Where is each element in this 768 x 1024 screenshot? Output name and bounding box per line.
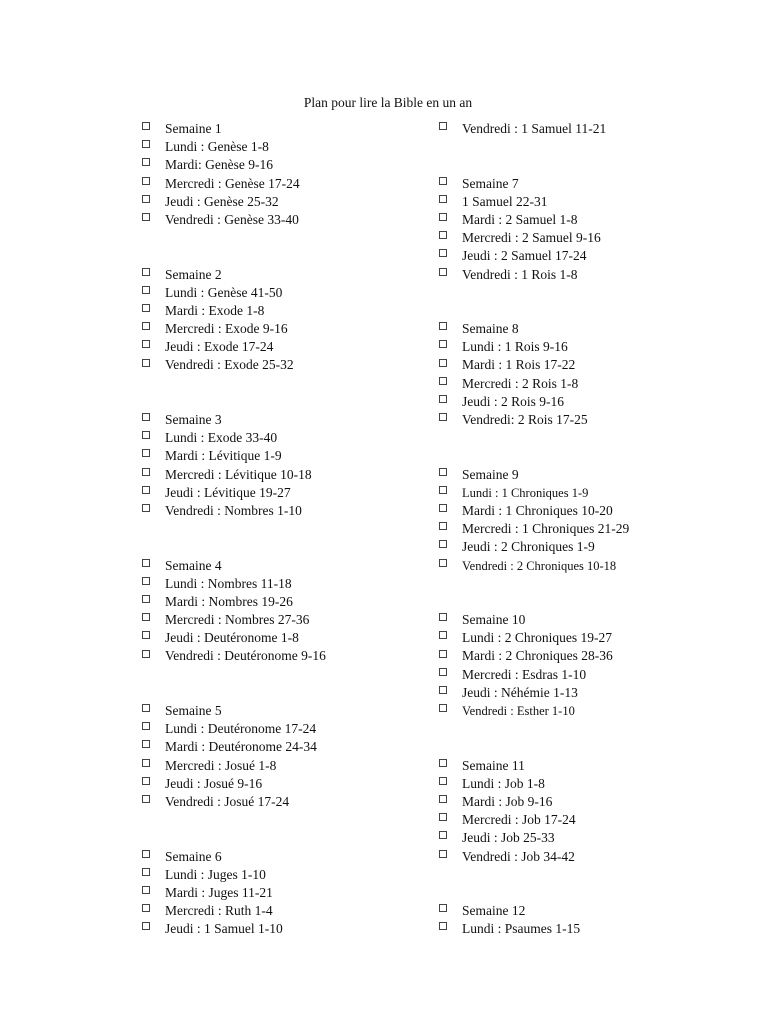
checkbox-icon[interactable] [439,249,447,257]
checkbox-icon[interactable] [439,359,447,367]
checkbox-icon[interactable] [439,668,447,676]
reading-label: Mardi : 1 Chroniques 10-20 [462,502,613,518]
reading-label: Mardi : Job 9-16 [462,793,553,809]
reading-item [140,138,326,156]
checkbox-icon[interactable] [439,522,447,530]
reading-item [140,338,326,356]
reading-label: Semaine 10 [462,612,526,628]
reading-label: Lundi : 1 Rois 9-16 [462,339,568,355]
reading-label: Semaine 6 [165,848,222,864]
reading-label: Semaine 7 [462,175,519,191]
reading-item [140,429,326,447]
reading-item [140,720,326,738]
reading-label: Lundi : Juges 1-10 [165,866,266,882]
reading-item [140,502,326,520]
document-title-text: Plan pour lire la Bible en un an [303,95,473,110]
reading-item [437,247,629,265]
checkbox-icon[interactable] [142,359,150,367]
checkbox-icon[interactable] [142,413,150,421]
reading-item [437,211,629,229]
reading-item [140,593,326,611]
reading-label: Mercredi : Job 17-24 [462,812,576,828]
reading-label: Vendredi : Deutéronome 9-16 [165,648,326,664]
reading-item [140,611,326,629]
reading-label: Semaine 2 [165,266,222,282]
checkbox-icon[interactable] [439,504,447,512]
reading-label: Mardi : Nombres 19-26 [165,593,293,609]
checkbox-icon[interactable] [142,559,150,567]
reading-label: Mardi : 2 Samuel 1-8 [462,211,578,227]
checkbox-icon[interactable] [439,686,447,694]
left-column [140,120,326,938]
reading-label: Jeudi : 2 Chroniques 1-9 [462,539,595,555]
reading-item [140,156,326,174]
reading-item [140,629,326,647]
week-heading [437,611,629,629]
reading-label: Lundi : Genèse 1-8 [165,139,269,155]
reading-item [140,884,326,902]
week-heading [437,757,629,775]
week-heading [140,702,326,720]
week-heading [437,466,629,484]
reading-label: Jeudi : 2 Samuel 17-24 [462,248,587,264]
checkbox-icon[interactable] [142,122,150,130]
checkbox-icon[interactable] [439,904,447,912]
checkbox-icon[interactable] [142,268,150,276]
reading-item [140,175,326,193]
checkbox-icon[interactable] [142,613,150,621]
reading-label: Semaine 12 [462,903,526,919]
spacer [140,229,326,247]
checkbox-icon[interactable] [142,886,150,894]
spacer [437,593,629,611]
reading-label: Jeudi : Josué 9-16 [165,775,263,791]
checkbox-icon[interactable] [142,158,150,166]
reading-item [140,302,326,320]
reading-label: Mercredi : Genèse 17-24 [165,175,300,191]
reading-item [437,356,629,374]
checkbox-icon[interactable] [439,122,447,130]
reading-label: Mardi : Deutéronome 24-34 [165,739,317,755]
reading-label: Jeudi : 2 Rois 9-16 [462,393,565,409]
reading-label: Lundi : Exode 33-40 [165,430,278,446]
checkbox-icon[interactable] [439,340,447,348]
right-column [437,120,629,938]
reading-item [437,502,629,520]
reading-label: Jeudi : Lévitique 19-27 [165,484,291,500]
reading-label: Vendredi : Genèse 33-40 [165,211,299,227]
spacer [140,375,326,393]
checkbox-icon[interactable] [142,922,150,930]
reading-label: Lundi : Psaumes 1-15 [462,921,581,937]
checkbox-icon[interactable] [142,904,150,912]
checkbox-icon[interactable] [142,795,150,803]
checkbox-icon[interactable] [142,777,150,785]
reading-item [140,902,326,920]
checkbox-icon[interactable] [439,468,447,476]
reading-item [437,557,629,575]
reading-label: Mercredi : Exode 9-16 [165,321,288,337]
week-heading [437,320,629,338]
reading-label: Jeudi : Néhémie 1-13 [462,684,578,700]
spacer [140,247,326,265]
spacer [140,520,326,538]
checkbox-icon[interactable] [142,595,150,603]
reading-item [140,738,326,756]
checkbox-icon[interactable] [142,868,150,876]
week-heading [140,266,326,284]
reading-item [437,520,629,538]
spacer [140,538,326,556]
reading-item [140,211,326,229]
reading-item [140,793,326,811]
checkbox-icon[interactable] [142,468,150,476]
reading-item [140,320,326,338]
checkbox-icon[interactable] [142,322,150,330]
checkbox-icon[interactable] [142,650,150,658]
checkbox-icon[interactable] [439,613,447,621]
spacer [437,738,629,756]
checkbox-icon[interactable] [439,850,447,858]
checkbox-icon[interactable] [439,177,447,185]
checkbox-icon[interactable] [142,759,150,767]
reading-item [437,484,629,502]
reading-label: Vendredi : Job 34-42 [462,848,575,864]
reading-label: Mercredi : 2 Samuel 9-16 [462,230,601,246]
checkbox-icon[interactable] [142,740,150,748]
checkbox-icon[interactable] [142,449,150,457]
reading-item [437,848,629,866]
week-heading [437,902,629,920]
reading-item [437,629,629,647]
reading-item [437,920,629,938]
reading-item [140,466,326,484]
reading-item [437,229,629,247]
reading-label: Lundi : Genèse 41-50 [165,284,283,300]
checkbox-icon[interactable] [142,850,150,858]
reading-item [140,920,326,938]
checkbox-icon[interactable] [439,795,447,803]
checkbox-icon[interactable] [142,177,150,185]
checkbox-icon[interactable] [439,413,447,421]
spacer [140,684,326,702]
spacer [437,575,629,593]
reading-label: Mardi : 1 Rois 17-22 [462,357,576,373]
reading-label: Mercredi : Nombres 27-36 [165,612,310,628]
reading-item [437,393,629,411]
reading-label: Vendredi : 1 Rois 1-8 [462,266,578,282]
checkbox-icon[interactable] [439,831,447,839]
reading-item [437,811,629,829]
spacer [437,720,629,738]
reading-label: Mardi: Genèse 9-16 [165,157,273,173]
reading-label: Lundi : Nombres 11-18 [165,575,292,591]
reading-item [437,829,629,847]
spacer [140,811,326,829]
reading-label: Mercredi : Josué 1-8 [165,757,277,773]
reading-label: Mardi : Lévitique 1-9 [165,448,282,464]
checkbox-icon[interactable] [439,268,447,276]
reading-label: Vendredi : Esther 1-10 [462,704,575,718]
checkbox-icon[interactable] [142,286,150,294]
reading-item [140,447,326,465]
reading-item [437,666,629,684]
checkbox-icon[interactable] [142,340,150,348]
reading-label: Semaine 8 [462,321,519,337]
reading-label: Mercredi : Ruth 1-4 [165,903,273,919]
reading-label: Mardi : Juges 11-21 [165,884,273,900]
reading-item [140,647,326,665]
reading-item [437,538,629,556]
reading-label: Mardi : 2 Chroniques 28-36 [462,648,613,664]
reading-label: Jeudi : Deutéronome 1-8 [165,630,299,646]
reading-label: Vendredi : 2 Chroniques 10-18 [462,558,617,573]
spacer [437,156,629,174]
checkbox-icon[interactable] [439,704,447,712]
checkbox-icon[interactable] [439,813,447,821]
checkbox-icon[interactable] [439,395,447,403]
checkbox-icon[interactable] [439,759,447,767]
spacer [437,447,629,465]
checkbox-icon[interactable] [142,504,150,512]
reading-item [437,647,629,665]
checkbox-icon[interactable] [439,922,447,930]
reading-label: Semaine 9 [462,466,519,482]
reading-label: Semaine 4 [165,557,222,573]
reading-label: Mercredi : Esdras 1-10 [462,666,587,682]
spacer [437,866,629,884]
spacer [437,884,629,902]
reading-label: Vendredi: 2 Rois 17-25 [462,412,588,427]
checkbox-icon[interactable] [439,322,447,330]
reading-label: Jeudi : 1 Samuel 1-10 [165,921,283,937]
checkbox-icon[interactable] [142,704,150,712]
reading-label: Lundi : 2 Chroniques 19-27 [462,630,612,646]
reading-item [437,775,629,793]
reading-label: Semaine 3 [165,412,222,427]
checkbox-icon[interactable] [439,213,447,221]
reading-item [140,284,326,302]
checkbox-icon[interactable] [142,213,150,221]
reading-item [437,266,629,284]
checkbox-icon[interactable] [142,722,150,730]
reading-label: Mercredi : 2 Rois 1-8 [462,375,579,391]
checkbox-icon[interactable] [142,195,150,203]
reading-label: Vendredi : Josué 17-24 [165,793,290,809]
reading-item [140,775,326,793]
reading-label: Semaine 11 [462,757,525,773]
week-heading [140,120,326,138]
reading-label: Vendredi : 1 Samuel 11-21 [462,121,607,136]
checkbox-icon[interactable] [142,486,150,494]
spacer [140,393,326,411]
checkbox-icon[interactable] [439,559,447,567]
reading-item [140,866,326,884]
spacer [140,666,326,684]
week-heading [140,557,326,575]
reading-label: Lundi : 1 Chroniques 1-9 [462,485,589,500]
reading-label: Lundi : Deutéronome 17-24 [165,721,317,737]
spacer [437,138,629,156]
checkbox-icon[interactable] [439,195,447,203]
reading-label: Mercredi : 1 Chroniques 21-29 [462,521,630,537]
reading-label: Mercredi : Lévitique 10-18 [165,466,312,482]
reading-item [140,575,326,593]
checkbox-icon[interactable] [142,140,150,148]
spacer [437,302,629,320]
checkbox-icon[interactable] [142,577,150,585]
spacer [437,429,629,447]
reading-item [437,375,629,393]
checkbox-icon[interactable] [439,631,447,639]
checkbox-icon[interactable] [439,377,447,385]
reading-item [140,356,326,374]
reading-item [140,193,326,211]
checkbox-icon[interactable] [439,486,447,494]
reading-label: Lundi : Job 1-8 [462,775,545,791]
reading-label: Mardi : Exode 1-8 [165,302,265,318]
reading-label: Jeudi : Job 25-33 [462,830,555,846]
checkbox-icon[interactable] [142,304,150,312]
week-heading [437,175,629,193]
spacer [140,829,326,847]
reading-item [437,684,629,702]
checkbox-icon[interactable] [439,540,447,548]
checkbox-icon[interactable] [439,777,447,785]
reading-item [437,338,629,356]
reading-label: Semaine 1 [165,121,222,136]
week-heading [140,411,326,429]
checkbox-icon[interactable] [439,650,447,658]
reading-item [437,120,629,138]
reading-item [437,702,629,720]
reading-item [437,193,629,211]
reading-label: 1 Samuel 22-31 [462,193,548,209]
checkbox-icon[interactable] [439,231,447,239]
checkbox-icon[interactable] [142,431,150,439]
reading-label: Vendredi : Nombres 1-10 [165,502,302,518]
reading-item [140,757,326,775]
checkbox-icon[interactable] [142,631,150,639]
reading-label: Semaine 5 [165,703,222,718]
reading-item [437,793,629,811]
spacer [437,284,629,302]
reading-label: Jeudi : Exode 17-24 [165,339,274,355]
reading-item [140,484,326,502]
week-heading [140,848,326,866]
reading-label: Jeudi : Genèse 25-32 [165,193,279,209]
document-title [0,94,768,112]
reading-label: Vendredi : Exode 25-32 [165,357,294,373]
reading-item [437,411,629,429]
